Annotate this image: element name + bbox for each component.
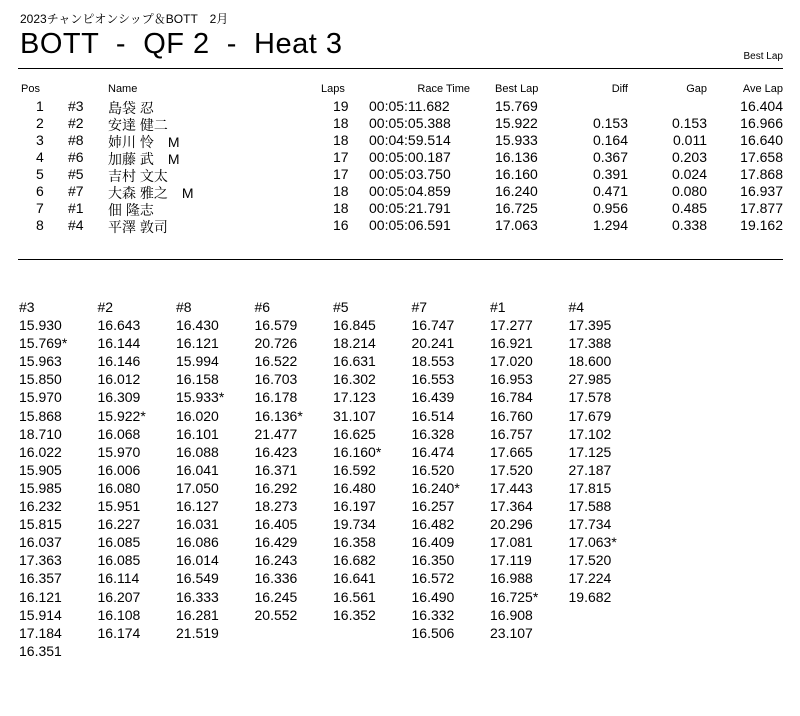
lap-time-cell: 16.174 xyxy=(97,624,141,641)
position-cell: 5 xyxy=(36,166,44,182)
lap-time-cell: 16.012 xyxy=(97,371,141,388)
lap-column xyxy=(490,298,568,642)
lap-column xyxy=(19,298,97,660)
lap-time-cell: 16.572 xyxy=(411,570,455,587)
lap-time-cell: 15.951 xyxy=(97,498,141,515)
ave-lap-cell: 17.658 xyxy=(740,149,783,165)
race-time-cell: 00:05:21.791 xyxy=(369,200,451,216)
lap-time-cell: 16.757 xyxy=(490,425,533,442)
lap-time-cell: 27.985 xyxy=(568,371,612,388)
lap-time-cell: 16.631 xyxy=(333,353,376,370)
lap-time-cell: 31.107 xyxy=(333,407,376,424)
lap-time-cell: 17.734 xyxy=(568,516,612,533)
lap-time-cell: 17.520 xyxy=(568,552,612,569)
lap-time-cell: 16.006 xyxy=(97,461,141,478)
race-time-cell: 00:05:00.187 xyxy=(369,149,451,165)
lap-time-cell: 16.579 xyxy=(254,317,298,334)
result-row xyxy=(0,149,800,166)
lap-time-cell: 16.136* xyxy=(254,407,303,424)
page-title: BOTT - QF 2 - Heat 3 xyxy=(20,28,343,60)
lap-time-cell: 16.232 xyxy=(19,498,62,515)
lap-time-cell: 17.395 xyxy=(568,317,612,334)
lap-time-cell: 15.815 xyxy=(19,516,62,533)
lap-time-cell: 16.641 xyxy=(333,570,376,587)
diff-cell: 0.956 xyxy=(592,200,628,216)
car-number-cell: #1 xyxy=(68,200,84,216)
lap-time-cell: 16.336 xyxy=(254,570,298,587)
position-cell: 3 xyxy=(36,132,44,148)
lap-time-cell: 17.578 xyxy=(568,389,612,406)
result-row xyxy=(0,217,800,234)
race-time-cell: 00:05:04.859 xyxy=(369,183,451,199)
lap-time-cell: 16.257 xyxy=(411,498,455,515)
lap-time-cell: 16.302 xyxy=(333,371,376,388)
lap-time-cell: 16.429 xyxy=(254,534,298,551)
lap-time-cell: 16.480 xyxy=(333,479,376,496)
lap-time-cell: 16.333 xyxy=(176,588,219,605)
car-number-cell: #6 xyxy=(68,149,84,165)
lap-time-cell: 17.388 xyxy=(568,335,612,352)
lap-time-cell: 16.988 xyxy=(490,570,533,587)
results-body xyxy=(0,98,800,234)
lap-column xyxy=(176,298,254,642)
lap-time-cell: 18.214 xyxy=(333,335,376,352)
gap-cell: 0.080 xyxy=(671,183,707,199)
car-number-cell: #5 xyxy=(68,166,84,182)
ave-lap-cell: 17.877 xyxy=(740,200,783,216)
lap-time-cell: 16.332 xyxy=(411,606,455,623)
ave-lap-cell: 16.966 xyxy=(740,115,783,131)
lap-time-cell: 16.350 xyxy=(411,552,455,569)
lap-column xyxy=(255,298,333,624)
diff-cell: 0.471 xyxy=(592,183,628,199)
lap-time-cell: 17.063* xyxy=(568,534,617,551)
lap-column-car-number: #7 xyxy=(411,299,428,315)
lap-time-cell: 17.520 xyxy=(490,461,533,478)
col-race-time-header: Race Time xyxy=(417,83,470,95)
lap-column xyxy=(98,298,176,642)
lap-time-cell: 16.506 xyxy=(411,624,455,641)
position-cell: 2 xyxy=(36,115,44,131)
lap-time-cell: 17.443 xyxy=(490,479,533,496)
lap-time-cell: 19.734 xyxy=(333,516,376,533)
lap-time-cell: 17.050 xyxy=(176,479,219,496)
driver-name-cell: 平澤 敦司 xyxy=(108,219,168,235)
laps-cell: 18 xyxy=(333,200,349,216)
position-cell: 6 xyxy=(36,183,44,199)
car-number-cell: #4 xyxy=(68,217,84,233)
lap-time-cell: 19.682 xyxy=(568,588,612,605)
ave-lap-cell: 17.868 xyxy=(740,166,783,182)
lap-time-cell: 16.309 xyxy=(97,389,141,406)
lap-time-cell: 20.296 xyxy=(490,516,533,533)
lap-time-cell: 16.088 xyxy=(176,443,219,460)
laps-cell: 16 xyxy=(333,217,349,233)
lap-time-cell: 16.328 xyxy=(411,425,455,442)
lap-time-cell: 15.970 xyxy=(97,443,141,460)
lap-time-cell: 16.144 xyxy=(97,335,141,352)
lap-time-cell: 16.409 xyxy=(411,534,455,551)
result-row xyxy=(0,166,800,183)
lap-time-cell: 16.086 xyxy=(176,534,219,551)
lap-time-cell: 16.553 xyxy=(411,371,455,388)
lap-time-cell: 18.600 xyxy=(568,353,612,370)
lap-time-cell: 21.477 xyxy=(254,425,298,442)
lap-time-cell: 15.905 xyxy=(19,461,62,478)
lap-time-cell: 16.146 xyxy=(97,353,141,370)
lap-time-cell: 20.241 xyxy=(411,335,455,352)
race-time-cell: 00:05:05.388 xyxy=(369,115,451,131)
lap-time-cell: 17.588 xyxy=(568,498,612,515)
lap-column xyxy=(412,298,490,642)
lap-time-cell: 16.085 xyxy=(97,552,141,569)
lap-time-cell: 17.679 xyxy=(568,407,612,424)
diff-cell: 0.367 xyxy=(592,149,628,165)
lap-time-cell: 16.080 xyxy=(97,479,141,496)
car-number-cell: #8 xyxy=(68,132,84,148)
car-number-cell: #3 xyxy=(68,98,84,114)
car-number-cell: #2 xyxy=(68,115,84,131)
lap-time-cell: 17.125 xyxy=(568,443,612,460)
lap-time-cell: 16.281 xyxy=(176,606,219,623)
lap-time-cell: 16.747 xyxy=(411,317,455,334)
lap-time-cell: 15.970 xyxy=(19,389,62,406)
lap-time-cell: 20.552 xyxy=(254,606,298,623)
lap-time-cell: 16.227 xyxy=(97,516,141,533)
position-cell: 4 xyxy=(36,149,44,165)
bottom-divider xyxy=(18,259,783,260)
ave-lap-cell: 16.404 xyxy=(740,98,783,114)
top-divider xyxy=(18,68,783,69)
lap-time-cell: 16.121 xyxy=(19,588,62,605)
lap-time-cell: 18.710 xyxy=(19,425,62,442)
lap-time-cell: 15.930 xyxy=(19,317,62,334)
lap-time-cell: 20.726 xyxy=(254,335,298,352)
lap-time-cell: 15.850 xyxy=(19,371,62,388)
lap-time-cell: 16.127 xyxy=(176,498,219,515)
lap-time-cell: 16.520 xyxy=(411,461,455,478)
ave-lap-cell: 16.640 xyxy=(740,132,783,148)
driver-name-cell: 島袋 忍 xyxy=(108,100,154,116)
lap-time-cell: 16.160* xyxy=(333,443,382,460)
lap-time-cell: 16.643 xyxy=(97,317,141,334)
col-name-header: Name xyxy=(108,83,138,95)
lap-time-cell: 16.121 xyxy=(176,335,219,352)
lap-time-cell: 16.703 xyxy=(254,371,298,388)
lap-time-cell: 17.102 xyxy=(568,425,612,442)
lap-time-cell: 16.114 xyxy=(97,570,140,587)
results-header-row xyxy=(0,83,800,98)
laps-cell: 18 xyxy=(333,132,349,148)
race-time-cell: 00:05:06.591 xyxy=(369,217,451,233)
lap-time-cell: 16.514 xyxy=(411,407,455,424)
lap-time-cell: 16.068 xyxy=(97,425,141,442)
lap-time-cell: 15.963 xyxy=(19,353,62,370)
ave-lap-cell: 19.162 xyxy=(740,217,783,233)
lap-time-cell: 16.371 xyxy=(254,461,298,478)
lap-time-cell: 15.933* xyxy=(176,389,225,406)
driver-name-cell: 加藤 武 M xyxy=(108,151,180,167)
lap-time-cell: 15.922* xyxy=(97,407,146,424)
gap-cell: 0.338 xyxy=(671,217,707,233)
lap-time-cell: 16.041 xyxy=(176,461,219,478)
lap-time-cell: 17.665 xyxy=(490,443,533,460)
lap-time-cell: 18.553 xyxy=(411,353,455,370)
lap-time-cell: 27.187 xyxy=(568,461,612,478)
best-lap-cell: 17.063 xyxy=(495,217,538,233)
lap-time-cell: 16.725* xyxy=(490,588,539,605)
gap-cell: 0.203 xyxy=(671,149,707,165)
lap-time-cell: 16.490 xyxy=(411,588,455,605)
gap-cell: 0.153 xyxy=(671,115,707,131)
lap-time-cell: 17.123 xyxy=(333,389,376,406)
race-time-cell: 00:05:11.682 xyxy=(369,98,450,114)
lap-time-cell: 16.292 xyxy=(254,479,298,496)
event-subtitle: 2023チャンピオンシップ＆BOTT 2月 xyxy=(20,12,229,26)
lap-column-car-number: #6 xyxy=(254,299,271,315)
lap-time-cell: 17.224 xyxy=(568,570,612,587)
gap-cell: 0.485 xyxy=(671,200,707,216)
lap-time-cell: 16.240* xyxy=(411,479,460,496)
result-row xyxy=(0,98,800,115)
lap-time-cell: 16.352 xyxy=(333,606,376,623)
lap-time-cell: 17.081 xyxy=(490,534,533,551)
laps-cell: 17 xyxy=(333,166,349,182)
position-cell: 8 xyxy=(36,217,44,233)
lap-time-cell: 17.277 xyxy=(490,317,533,334)
lap-time-cell: 17.119 xyxy=(490,552,532,569)
col-laps-header: Laps xyxy=(321,83,345,95)
lap-time-cell: 16.482 xyxy=(411,516,455,533)
lap-time-cell: 21.519 xyxy=(176,624,219,641)
lap-time-cell: 17.363 xyxy=(19,552,62,569)
lap-time-cell: 16.031 xyxy=(176,516,219,533)
lap-time-cell: 16.921 xyxy=(490,335,533,352)
laps-cell: 18 xyxy=(333,183,349,199)
lap-time-cell: 18.273 xyxy=(254,498,298,515)
driver-name-cell: 姉川 怜 M xyxy=(108,134,180,150)
best-lap-cell: 16.725 xyxy=(495,200,538,216)
lap-time-cell: 16.549 xyxy=(176,570,219,587)
lap-time-cell: 16.405 xyxy=(254,516,298,533)
lap-time-cell: 17.184 xyxy=(19,624,62,641)
position-cell: 1 xyxy=(36,98,44,114)
driver-name-cell: 安達 健二 xyxy=(108,117,168,133)
lap-time-cell: 15.868 xyxy=(19,407,62,424)
lap-column-car-number: #4 xyxy=(568,299,585,315)
lap-time-cell: 23.107 xyxy=(490,624,533,641)
lap-column-car-number: #2 xyxy=(97,299,114,315)
lap-time-cell: 15.994 xyxy=(176,353,219,370)
lap-time-cell: 17.364 xyxy=(490,498,533,515)
lap-time-cell: 17.020 xyxy=(490,353,533,370)
car-number-cell: #7 xyxy=(68,183,84,199)
lap-time-cell: 16.760 xyxy=(490,407,533,424)
best-lap-cell: 15.922 xyxy=(495,115,538,131)
lap-time-cell: 16.953 xyxy=(490,371,533,388)
lap-time-cell: 16.101 xyxy=(176,425,219,442)
results-table xyxy=(0,83,800,234)
lap-time-cell: 15.914 xyxy=(19,606,62,623)
best-lap-cell: 15.933 xyxy=(495,132,538,148)
driver-name-cell: 吉村 文太 xyxy=(108,168,168,184)
lap-time-cell: 16.430 xyxy=(176,317,219,334)
lap-time-cell: 16.037 xyxy=(19,534,62,551)
lap-time-cell: 16.158 xyxy=(176,371,219,388)
best-lap-cell: 16.136 xyxy=(495,149,538,165)
lap-time-cell: 16.022 xyxy=(19,443,62,460)
lap-time-cell: 16.108 xyxy=(97,606,141,623)
lap-time-cell: 16.207 xyxy=(97,588,141,605)
lap-time-cell: 15.985 xyxy=(19,479,62,496)
driver-name-cell: 佃 隆志 xyxy=(108,202,154,218)
lap-time-cell: 16.845 xyxy=(333,317,376,334)
lap-time-cell: 16.439 xyxy=(411,389,455,406)
best-lap-label: Best Lap xyxy=(743,51,783,62)
ave-lap-cell: 16.937 xyxy=(740,183,783,199)
lap-time-cell: 15.769* xyxy=(19,335,68,352)
lap-time-cell: 16.243 xyxy=(254,552,298,569)
lap-time-cell: 16.357 xyxy=(19,570,62,587)
lap-time-cell: 16.908 xyxy=(490,606,533,623)
col-pos-header: Pos xyxy=(21,83,40,95)
lap-time-cell: 16.474 xyxy=(411,443,455,460)
result-row xyxy=(0,200,800,217)
laps-cell: 18 xyxy=(333,115,349,131)
lap-column xyxy=(569,298,647,606)
race-time-cell: 00:05:03.750 xyxy=(369,166,451,182)
lap-column-car-number: #1 xyxy=(490,299,506,315)
best-lap-cell: 15.769 xyxy=(495,98,538,114)
best-lap-cell: 16.240 xyxy=(495,183,538,199)
lap-time-cell: 16.592 xyxy=(333,461,376,478)
best-lap-cell: 16.160 xyxy=(495,166,538,182)
lap-time-cell: 16.178 xyxy=(254,389,298,406)
diff-cell: 1.294 xyxy=(592,217,628,233)
diff-cell: 0.164 xyxy=(592,132,628,148)
lap-time-cell: 16.197 xyxy=(333,498,376,515)
diff-cell: 0.391 xyxy=(592,166,628,182)
lap-time-cell: 16.625 xyxy=(333,425,376,442)
col-ave-lap-header: Ave Lap xyxy=(742,83,783,95)
lap-time-cell: 16.014 xyxy=(176,552,219,569)
diff-cell: 0.153 xyxy=(592,115,628,131)
lap-time-cell: 16.522 xyxy=(254,353,298,370)
lap-column-car-number: #3 xyxy=(19,299,35,315)
col-diff-header: Diff xyxy=(611,83,628,95)
result-row xyxy=(0,115,800,132)
driver-name-cell: 大森 雅之 M xyxy=(108,185,194,201)
lap-time-cell: 16.784 xyxy=(490,389,533,406)
position-cell: 7 xyxy=(36,200,44,216)
lap-time-cell: 16.351 xyxy=(19,642,62,659)
gap-cell: 0.024 xyxy=(671,166,707,182)
lap-time-cell: 16.020 xyxy=(176,407,219,424)
gap-cell: 0.011 xyxy=(673,132,707,148)
lap-time-cell: 16.085 xyxy=(97,534,141,551)
lap-time-cell: 16.245 xyxy=(254,588,298,605)
lap-time-cell: 16.561 xyxy=(333,588,376,605)
lap-time-cell: 16.358 xyxy=(333,534,376,551)
lap-column-car-number: #8 xyxy=(176,299,192,315)
result-row xyxy=(0,183,800,200)
lap-time-cell: 17.815 xyxy=(568,479,612,496)
lap-time-cell: 16.423 xyxy=(254,443,298,460)
laps-cell: 17 xyxy=(333,149,349,165)
lap-column-car-number: #5 xyxy=(333,299,349,315)
race-time-cell: 00:04:59.514 xyxy=(369,132,451,148)
col-best-lap-header: Best Lap xyxy=(495,83,539,95)
lap-column xyxy=(333,298,411,624)
col-gap-header: Gap xyxy=(686,83,707,95)
result-row xyxy=(0,132,800,149)
laps-cell: 19 xyxy=(333,98,349,114)
lap-time-cell: 16.682 xyxy=(333,552,376,569)
